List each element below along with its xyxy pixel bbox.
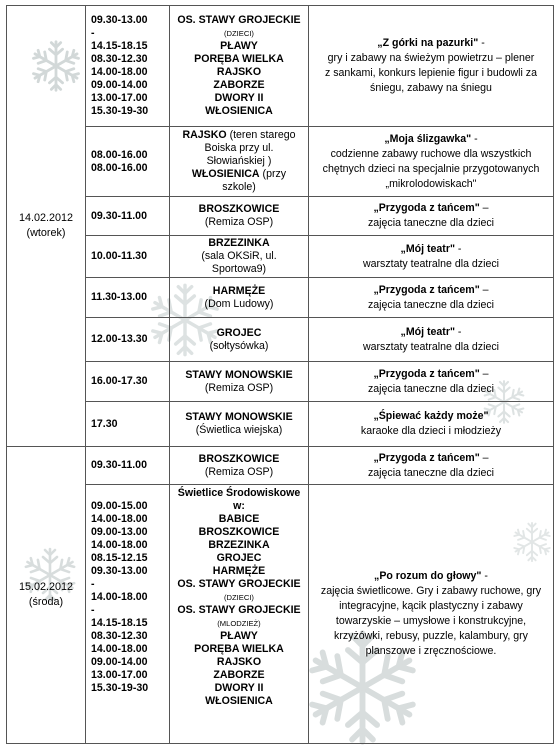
place-name: DWORY II	[214, 92, 264, 104]
place-cell	[170, 127, 309, 197]
place-cell	[170, 6, 309, 127]
activity-description: „mikrolodowiskach"	[385, 177, 477, 190]
activity-cell	[309, 318, 554, 362]
activity-description: warsztaty teatralne dla dzieci	[362, 257, 500, 270]
place-line	[174, 453, 304, 466]
place-line	[174, 105, 304, 118]
time-line: 09.00-13.00	[91, 526, 148, 538]
activity-description: z sankami, konkurs lepienie figur i budowli za	[325, 67, 537, 79]
schedule-table	[6, 5, 554, 744]
activity-description: zajęcia taneczne dla dzieci	[367, 382, 495, 395]
place-name: RAJSKO	[182, 129, 227, 141]
activity-cell	[309, 447, 554, 485]
table-row	[7, 127, 554, 197]
activity-description: zajęcia świetlicowe. Gry i zabawy ruchowe, gry	[320, 585, 542, 597]
place-line	[174, 203, 304, 216]
place-line	[174, 630, 304, 643]
place-name: HARMĘŻE	[212, 565, 266, 577]
place-name: PORĘBA WIELKA	[194, 643, 284, 655]
time-line: 15.30-19-30	[91, 682, 149, 694]
place-line	[174, 487, 304, 513]
place-line	[174, 513, 304, 526]
activity-cell	[309, 236, 554, 278]
place-note: (przy szkole)	[222, 168, 287, 193]
table-row	[7, 6, 554, 127]
date-cell	[7, 447, 86, 744]
activity-description: chętnych dzieci na specjalnie przygotowanych	[322, 162, 540, 175]
table-row	[7, 362, 554, 402]
place-note: (Remiza OSP)	[204, 465, 274, 478]
place-line	[174, 129, 304, 142]
place-name: PŁAWY	[220, 40, 258, 52]
place-note: (Remiza OSP)	[204, 216, 274, 228]
activity-description: codzienne zabawy ruchowe dla wszystkich	[330, 147, 532, 160]
activity-dash: -	[454, 325, 462, 338]
activity-heading	[313, 451, 549, 466]
place-name: STAWY MONOWSKIE	[185, 411, 293, 423]
activity-description: planszowe i zręcznościowe.	[365, 645, 497, 657]
place-note: (Dom Ludowy)	[204, 297, 274, 310]
time-line: 09.00-14.00	[91, 656, 148, 668]
activity-description: zajęcia taneczne dla dzieci	[367, 217, 495, 229]
time-line: 08.15-12.15	[91, 552, 148, 564]
place-line	[174, 79, 304, 92]
date-cell	[7, 6, 86, 447]
time-cell	[86, 318, 170, 362]
place-line	[174, 656, 304, 669]
activity-dash: –	[479, 283, 489, 296]
place-name: DWORY II	[214, 682, 264, 694]
place-line	[174, 604, 304, 617]
place-line	[174, 40, 304, 53]
table-row	[7, 197, 554, 236]
place-name: WŁOSIENICA	[205, 695, 273, 707]
activity-description: śniegu, zabawy na śniegu	[370, 82, 492, 94]
place-group: (DZIECI)	[224, 593, 254, 602]
time-cell	[86, 127, 170, 197]
place-line	[174, 552, 304, 565]
time-line: 08.00-16.00	[91, 161, 148, 174]
activity-title: „Z górki na pazurki"	[377, 37, 479, 49]
place-line	[174, 466, 304, 479]
place-name: ZABORZE	[213, 669, 265, 681]
activity-heading	[313, 325, 549, 340]
activity-heading	[313, 201, 549, 216]
activity-heading	[313, 242, 549, 257]
place-line	[174, 591, 304, 604]
time-line: 09.30-11.00	[91, 209, 147, 222]
time-line: 10.00-11.30	[91, 250, 147, 262]
activity-heading	[313, 409, 549, 424]
place-cell	[170, 447, 309, 485]
place-line	[174, 142, 304, 168]
place-name: BROSZKOWICE	[198, 526, 280, 538]
time-line: 14.15-18.15	[91, 40, 148, 52]
activity-cell	[309, 127, 554, 197]
place-name: BROSZKOWICE	[198, 452, 280, 465]
place-line	[174, 327, 304, 340]
place-note: Boiska przy ul. Słowiańskiej )	[204, 142, 274, 167]
time-line: 16.00-17.30	[91, 375, 148, 387]
activity-description: zajęcia taneczne dla dzieci	[367, 298, 495, 311]
table-row	[7, 318, 554, 362]
time-line: 14.15-18.15	[91, 617, 148, 629]
date-label: 15.02.2012	[18, 581, 74, 593]
activity-heading	[313, 132, 549, 147]
place-line	[174, 14, 304, 27]
place-line	[174, 298, 304, 311]
activity-cell	[309, 6, 554, 127]
place-line	[174, 285, 304, 298]
place-name: PŁAWY	[220, 630, 258, 642]
place-cell	[170, 402, 309, 447]
time-line: 09.30-13.00	[91, 565, 148, 577]
activity-dash: -	[471, 132, 478, 145]
place-line	[174, 340, 304, 353]
table-row	[7, 236, 554, 278]
time-cell	[86, 362, 170, 402]
place-cell	[170, 318, 309, 362]
activity-description: integracyjne, kącik plastyczny i zabawy	[339, 600, 523, 612]
date-label: 14.02.2012	[18, 212, 74, 224]
place-name: BABICE	[218, 513, 260, 525]
place-group: (MLODZIEŻ)	[217, 619, 261, 628]
place-line	[174, 53, 304, 66]
place-name: Świetlice Środowiskowe w:	[177, 487, 301, 512]
place-note: (teren starego	[226, 129, 296, 141]
time-line: 09.30-13.00	[91, 14, 148, 26]
place-line	[174, 250, 304, 276]
time-line: 09.00-14.00	[91, 79, 148, 91]
activity-title: „Po rozum do głowy"	[374, 570, 482, 582]
time-line: 14.00-18.00	[91, 513, 148, 525]
time-line: 12.00-13.30	[91, 333, 148, 345]
place-name: STAWY MONOWSKIE	[185, 368, 293, 381]
place-name: PORĘBA WIELKA	[194, 53, 284, 65]
place-name: OS. STAWY GROJECKIE	[177, 604, 301, 616]
place-line	[174, 578, 304, 591]
activity-description: towarzyskie – umysłowe i konstrukcyjne,	[335, 615, 527, 627]
place-line	[174, 237, 304, 250]
activity-title: „Przygoda z tańcem"	[373, 451, 480, 464]
place-line	[174, 369, 304, 382]
place-name: WŁOSIENICA	[191, 168, 260, 180]
place-note: (sołtysówka)	[209, 339, 269, 352]
place-line	[174, 66, 304, 79]
table-row	[7, 278, 554, 318]
place-name: RAJSKO	[216, 66, 262, 78]
place-line	[174, 27, 304, 40]
time-line: 14.00-18.00	[91, 643, 148, 655]
time-cell	[86, 236, 170, 278]
place-line	[174, 617, 304, 630]
time-cell	[86, 402, 170, 447]
place-line	[174, 695, 304, 708]
place-cell	[170, 278, 309, 318]
time-cell	[86, 447, 170, 485]
activity-description: krzyżówki, rebusy, puzzle, kalambury, gry	[334, 630, 528, 642]
place-note: (sala OKSiR, ul. Sportowa9)	[201, 250, 277, 275]
place-line	[174, 643, 304, 656]
activity-cell	[309, 362, 554, 402]
time-line: 08.30-12.30	[91, 630, 148, 642]
place-line	[174, 565, 304, 578]
activity-description: gry i zabawy na świeżym powietrzu – plener	[327, 52, 535, 64]
day-label: (środa)	[28, 596, 64, 608]
place-line	[174, 424, 304, 437]
place-cell	[170, 485, 309, 744]
place-name: GROJEC	[216, 552, 262, 564]
place-name: ZABORZE	[213, 79, 265, 91]
place-name: GROJEC	[216, 326, 262, 339]
place-name: WŁOSIENICA	[205, 105, 273, 117]
place-line	[174, 411, 304, 424]
place-cell	[170, 236, 309, 278]
place-line	[174, 539, 304, 552]
activity-title: „Przygoda z tańcem"	[373, 283, 480, 296]
time-line: 09.00-15.00	[91, 500, 148, 512]
activity-title: „Mój teatr"	[400, 242, 455, 255]
place-line	[174, 682, 304, 695]
place-cell	[170, 197, 309, 236]
time-line: -	[91, 604, 95, 616]
activity-heading	[313, 569, 549, 584]
activity-heading	[313, 367, 549, 382]
activity-heading	[313, 36, 549, 51]
activity-title: „Śpiewać każdy może"	[373, 410, 489, 422]
activity-title: „Mój teatr"	[400, 325, 455, 338]
time-cell	[86, 278, 170, 318]
time-line	[91, 487, 165, 500]
time-cell	[86, 6, 170, 127]
activity-cell	[309, 197, 554, 236]
activity-cell	[309, 278, 554, 318]
place-name: OS. STAWY GROJECKIE	[177, 14, 301, 26]
activity-title: „Przygoda z tańcem"	[373, 202, 480, 214]
activity-dash: –	[479, 451, 489, 464]
day-label: (wtorek)	[26, 227, 66, 239]
time-line: 13.00-17.00	[91, 669, 148, 681]
place-cell	[170, 362, 309, 402]
time-line: 09.30-11.00	[91, 459, 147, 471]
activity-dash: –	[479, 367, 489, 380]
place-line	[174, 382, 304, 395]
place-line	[174, 168, 304, 194]
time-cell	[86, 197, 170, 236]
activity-description: warsztaty teatralne dla dzieci	[362, 340, 500, 353]
table-row	[7, 485, 554, 744]
time-line: 14.00-18.00	[91, 539, 148, 551]
place-line	[174, 216, 304, 229]
place-group: (DZIECI)	[224, 29, 254, 38]
activity-dash: -	[454, 242, 462, 255]
place-name: HARMĘŻE	[212, 284, 266, 297]
activity-description: karaoke dla dzieci i młodzieży	[360, 425, 502, 437]
activity-dash: -	[481, 570, 488, 582]
activity-dash: -	[478, 37, 485, 49]
activity-dash: –	[479, 202, 489, 214]
time-line: -	[91, 578, 95, 590]
time-cell	[86, 485, 170, 744]
place-note: (Świetlica wiejska)	[195, 424, 283, 436]
time-line: 08.30-12.30	[91, 53, 148, 65]
time-line: -	[91, 27, 95, 39]
time-line: 15.30-19-30	[91, 105, 149, 117]
time-line: 14.00-18.00	[91, 591, 148, 603]
time-line: 14.00-18.00	[91, 66, 148, 78]
place-name: BROSZKOWICE	[198, 203, 280, 215]
place-name: BRZEZINKA	[208, 539, 270, 551]
place-name: OS. STAWY GROJECKIE	[177, 578, 301, 590]
place-line	[174, 669, 304, 682]
place-line	[174, 526, 304, 539]
place-line	[174, 92, 304, 105]
time-line: 17.30	[91, 417, 118, 430]
table-row	[7, 402, 554, 447]
activity-cell	[309, 402, 554, 447]
activity-cell	[309, 485, 554, 744]
time-line: 11.30-13.00	[91, 291, 147, 303]
activity-description: zajęcia taneczne dla dzieci	[367, 466, 495, 479]
activity-heading	[313, 283, 549, 298]
table-row	[7, 447, 554, 485]
place-name: RAJSKO	[216, 656, 262, 668]
activity-title: „Moja ślizgawka"	[384, 132, 472, 145]
activity-title: „Przygoda z tańcem"	[373, 367, 480, 380]
place-name: BRZEZINKA	[208, 237, 270, 249]
time-line: 08.00-16.00	[91, 148, 148, 161]
place-note: (Remiza OSP)	[204, 381, 274, 394]
time-line: 13.00-17.00	[91, 92, 148, 104]
